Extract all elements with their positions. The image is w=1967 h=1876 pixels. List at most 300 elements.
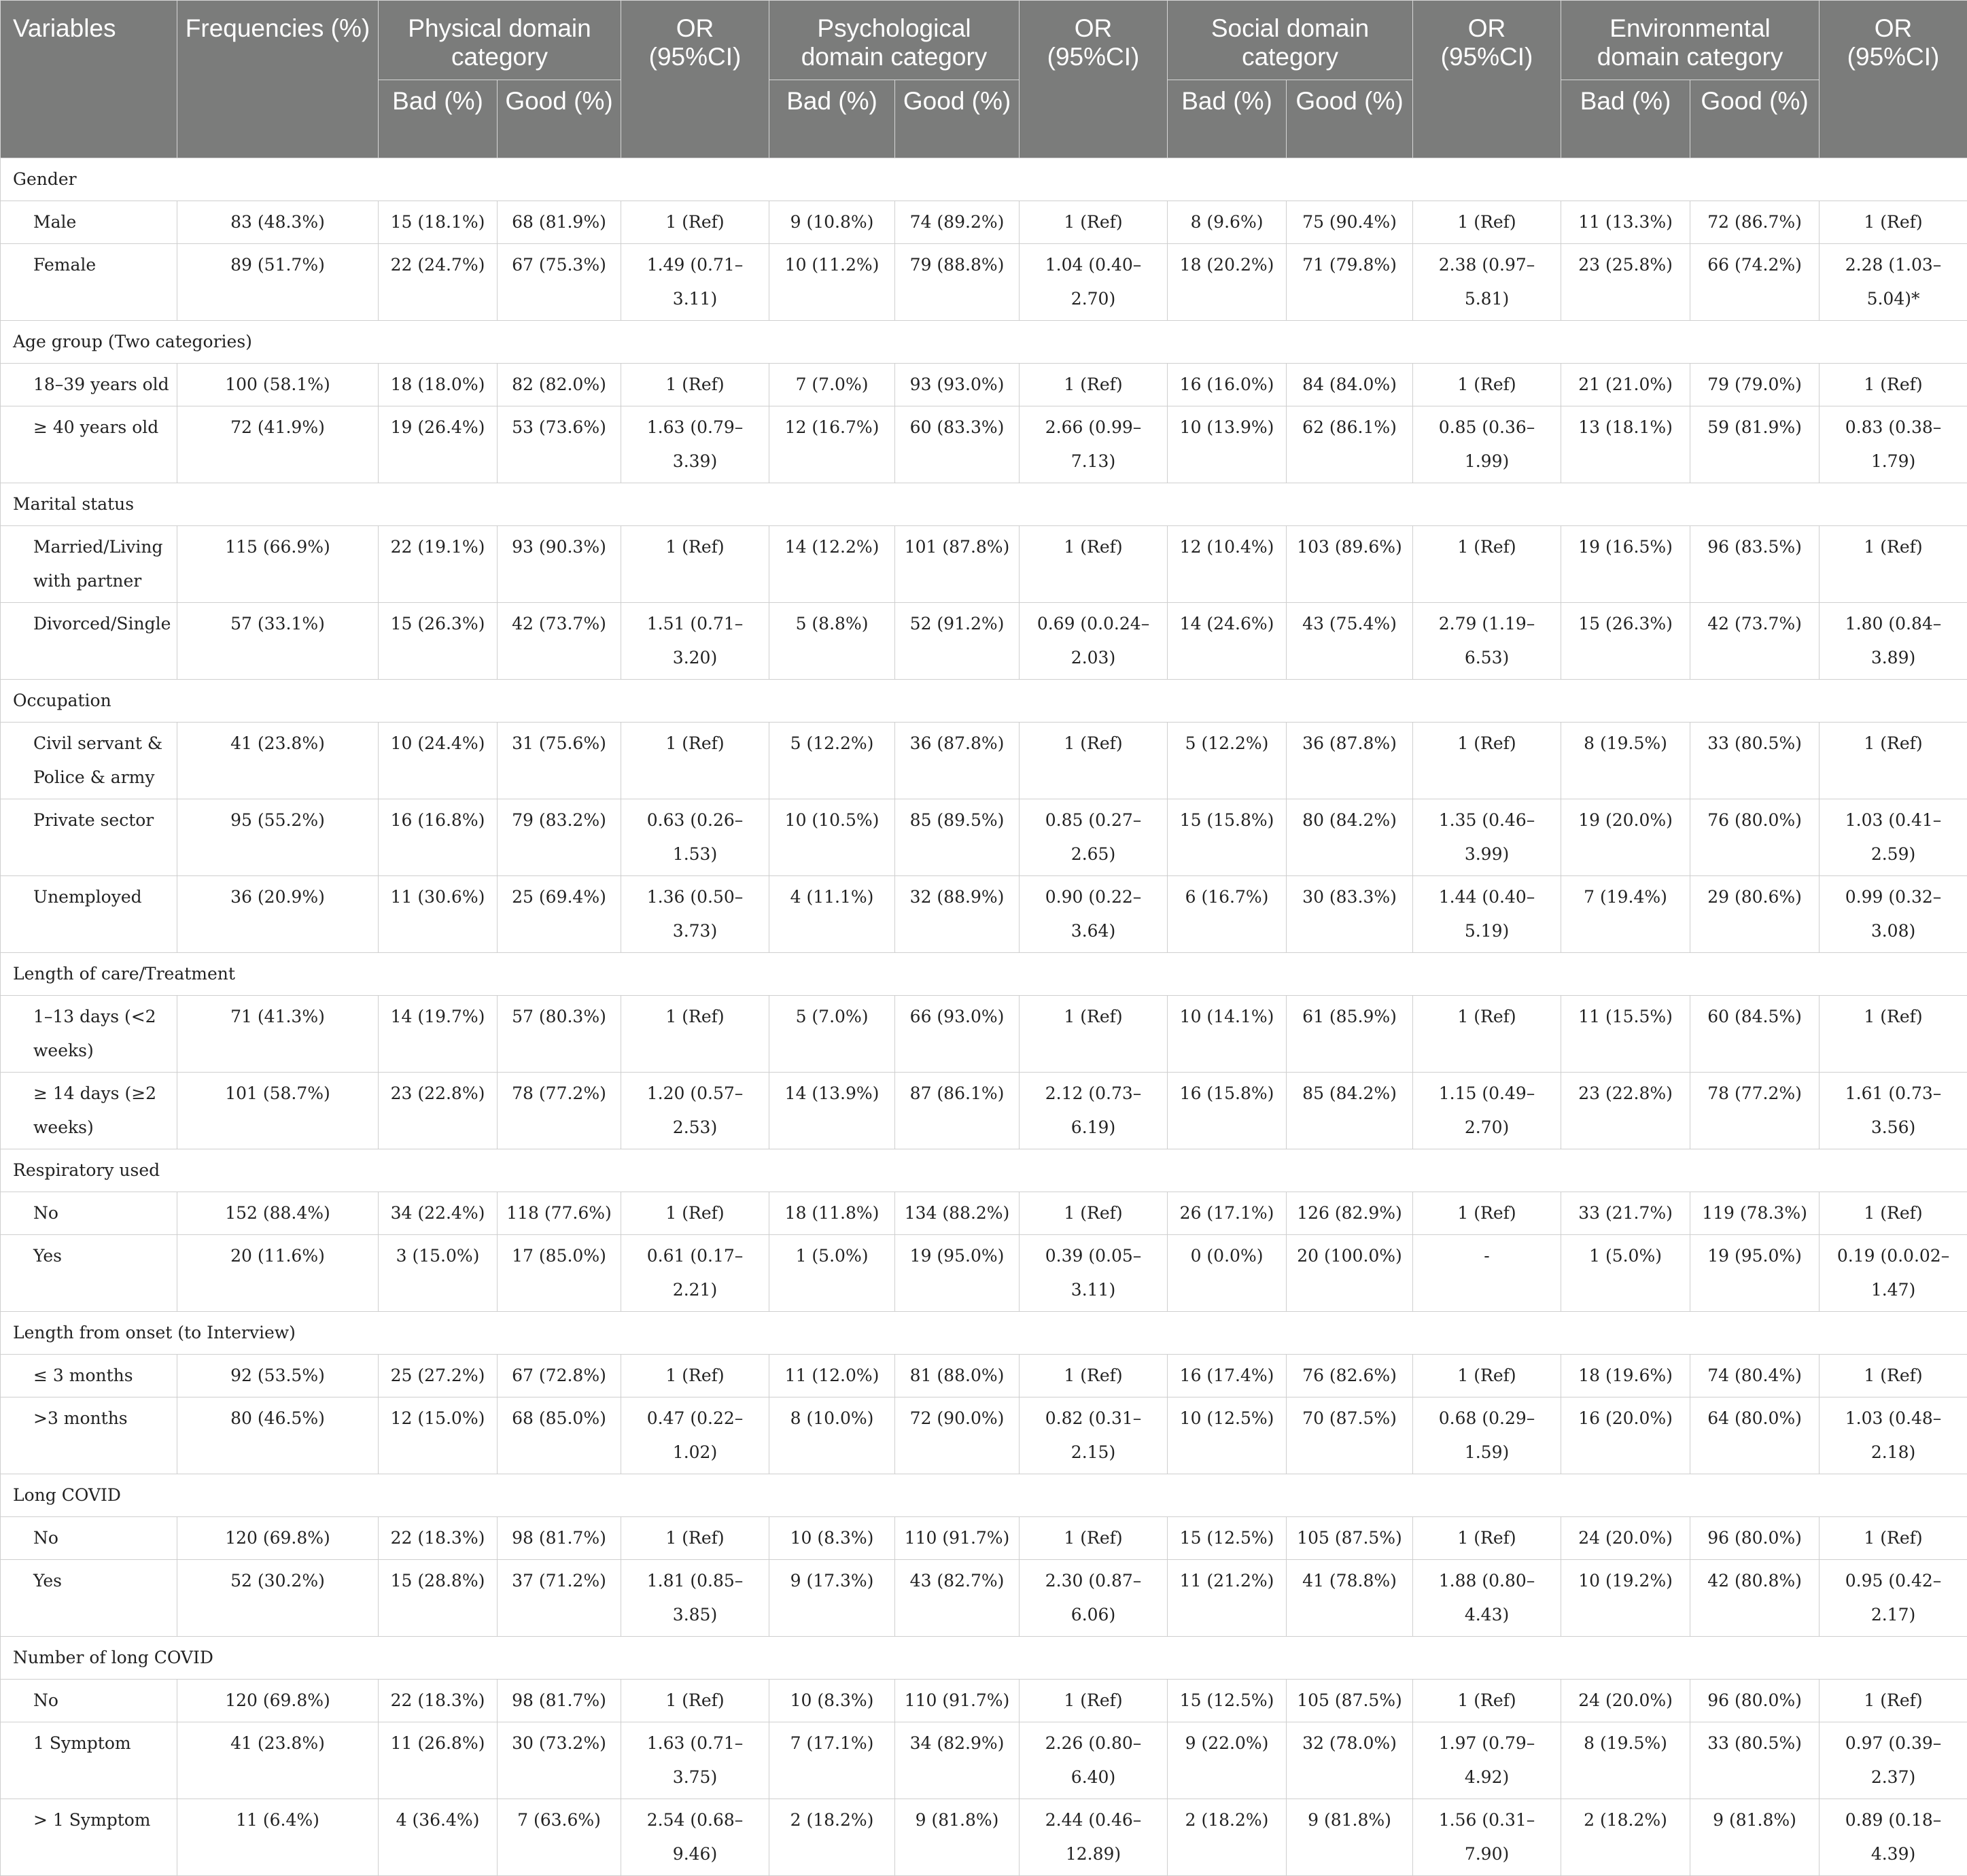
header-environmental-good: Good (%) — [1690, 80, 1820, 158]
group-header-row — [1, 483, 1967, 526]
group-title: Number of long COVID — [1, 1637, 1967, 1680]
group-title: Length of care/Treatment — [1, 953, 1967, 996]
social-good-cell: 126 (82.9%) — [1287, 1192, 1413, 1235]
row-label: 1 Symptom — [1, 1722, 177, 1799]
frequency-cell: 41 (23.8%) — [177, 723, 379, 799]
psychological-or-cell: 1 (Ref) — [1020, 1517, 1168, 1560]
psychological-good-cell: 34 (82.9%) — [895, 1722, 1020, 1799]
table-row — [1, 723, 1967, 799]
table-body — [1, 158, 1967, 1876]
psychological-good-cell: 134 (88.2%) — [895, 1192, 1020, 1235]
social-or-cell: 1.97 (0.79–4.92) — [1413, 1722, 1561, 1799]
social-good-cell: 41 (78.8%) — [1287, 1560, 1413, 1637]
table-row — [1, 364, 1967, 406]
environmental-good-cell: 33 (80.5%) — [1690, 1722, 1820, 1799]
social-good-cell: 85 (84.2%) — [1287, 1073, 1413, 1149]
social-good-cell: 76 (82.6%) — [1287, 1355, 1413, 1397]
frequency-cell: 83 (48.3%) — [177, 201, 379, 244]
social-or-cell: - — [1413, 1235, 1561, 1312]
psychological-good-cell: 9 (81.8%) — [895, 1799, 1020, 1876]
row-label: 1–13 days (<2 weeks) — [1, 996, 177, 1073]
group-header-row — [1, 680, 1967, 723]
physical-good-cell: 78 (77.2%) — [498, 1073, 621, 1149]
social-bad-cell: 16 (17.4%) — [1168, 1355, 1287, 1397]
environmental-good-cell: 96 (80.0%) — [1690, 1517, 1820, 1560]
frequency-cell: 57 (33.1%) — [177, 603, 379, 680]
row-label: ≥ 14 days (≥2 weeks) — [1, 1073, 177, 1149]
psychological-bad-cell: 9 (17.3%) — [769, 1560, 895, 1637]
physical-or-cell: 1 (Ref) — [621, 1517, 769, 1560]
psychological-bad-cell: 7 (7.0%) — [769, 364, 895, 406]
physical-or-cell: 1 (Ref) — [621, 364, 769, 406]
environmental-or-cell: 0.99 (0.32–3.08) — [1820, 876, 1967, 953]
physical-good-cell: 68 (85.0%) — [498, 1397, 621, 1474]
social-bad-cell: 8 (9.6%) — [1168, 201, 1287, 244]
environmental-bad-cell: 16 (20.0%) — [1561, 1397, 1690, 1474]
social-good-cell: 84 (84.0%) — [1287, 364, 1413, 406]
environmental-good-cell: 96 (83.5%) — [1690, 526, 1820, 603]
table-row — [1, 201, 1967, 244]
environmental-bad-cell: 19 (20.0%) — [1561, 799, 1690, 876]
frequency-cell: 52 (30.2%) — [177, 1560, 379, 1637]
psychological-good-cell: 85 (89.5%) — [895, 799, 1020, 876]
group-title: Respiratory used — [1, 1149, 1967, 1192]
row-label: ≥ 40 years old — [1, 406, 177, 483]
social-or-cell: 2.38 (0.97–5.81) — [1413, 244, 1561, 321]
environmental-bad-cell: 11 (15.5%) — [1561, 996, 1690, 1073]
physical-bad-cell: 11 (30.6%) — [379, 876, 498, 953]
social-bad-cell: 0 (0.0%) — [1168, 1235, 1287, 1312]
social-bad-cell: 16 (15.8%) — [1168, 1073, 1287, 1149]
header-psychological-good: Good (%) — [895, 80, 1020, 158]
physical-good-cell: 98 (81.7%) — [498, 1680, 621, 1722]
header-or-environmental: OR (95%CI) — [1820, 1, 1967, 158]
frequency-cell: 89 (51.7%) — [177, 244, 379, 321]
social-or-cell: 1 (Ref) — [1413, 201, 1561, 244]
physical-or-cell: 1.20 (0.57–2.53) — [621, 1073, 769, 1149]
social-or-cell: 2.79 (1.19–6.53) — [1413, 603, 1561, 680]
social-or-cell: 1.35 (0.46–3.99) — [1413, 799, 1561, 876]
environmental-bad-cell: 2 (18.2%) — [1561, 1799, 1690, 1876]
environmental-bad-cell: 11 (13.3%) — [1561, 201, 1690, 244]
table-row — [1, 526, 1967, 603]
physical-bad-cell: 22 (18.3%) — [379, 1680, 498, 1722]
physical-good-cell: 98 (81.7%) — [498, 1517, 621, 1560]
header-social-bad: Bad (%) — [1168, 80, 1287, 158]
environmental-good-cell: 64 (80.0%) — [1690, 1397, 1820, 1474]
environmental-good-cell: 60 (84.5%) — [1690, 996, 1820, 1073]
table-row — [1, 1073, 1967, 1149]
header-or-social: OR (95%CI) — [1413, 1, 1561, 158]
psychological-or-cell: 0.90 (0.22–3.64) — [1020, 876, 1168, 953]
physical-or-cell: 1.49 (0.71–3.11) — [621, 244, 769, 321]
environmental-bad-cell: 13 (18.1%) — [1561, 406, 1690, 483]
psychological-or-cell: 1 (Ref) — [1020, 201, 1168, 244]
physical-or-cell: 1 (Ref) — [621, 1192, 769, 1235]
table-row — [1, 1560, 1967, 1637]
psychological-bad-cell: 18 (11.8%) — [769, 1192, 895, 1235]
physical-or-cell: 2.54 (0.68–9.46) — [621, 1799, 769, 1876]
environmental-bad-cell: 1 (5.0%) — [1561, 1235, 1690, 1312]
environmental-or-cell: 1 (Ref) — [1820, 364, 1967, 406]
psychological-bad-cell: 10 (8.3%) — [769, 1517, 895, 1560]
physical-bad-cell: 11 (26.8%) — [379, 1722, 498, 1799]
social-or-cell: 1 (Ref) — [1413, 1355, 1561, 1397]
physical-or-cell: 1 (Ref) — [621, 526, 769, 603]
social-bad-cell: 26 (17.1%) — [1168, 1192, 1287, 1235]
environmental-good-cell: 119 (78.3%) — [1690, 1192, 1820, 1235]
table-row — [1, 603, 1967, 680]
frequency-cell: 120 (69.8%) — [177, 1680, 379, 1722]
group-header-row — [1, 321, 1967, 364]
environmental-or-cell: 0.89 (0.18–4.39) — [1820, 1799, 1967, 1876]
group-title: Gender — [1, 158, 1967, 201]
environmental-good-cell: 76 (80.0%) — [1690, 799, 1820, 876]
table-row — [1, 1355, 1967, 1397]
environmental-good-cell: 79 (79.0%) — [1690, 364, 1820, 406]
environmental-good-cell: 59 (81.9%) — [1690, 406, 1820, 483]
physical-or-cell: 1.81 (0.85–3.85) — [621, 1560, 769, 1637]
social-bad-cell: 2 (18.2%) — [1168, 1799, 1287, 1876]
psychological-good-cell: 81 (88.0%) — [895, 1355, 1020, 1397]
table-row — [1, 406, 1967, 483]
environmental-or-cell: 0.83 (0.38–1.79) — [1820, 406, 1967, 483]
psychological-bad-cell: 8 (10.0%) — [769, 1397, 895, 1474]
psychological-bad-cell: 5 (8.8%) — [769, 603, 895, 680]
physical-good-cell: 30 (73.2%) — [498, 1722, 621, 1799]
table-row — [1, 996, 1967, 1073]
physical-or-cell: 1.63 (0.79–3.39) — [621, 406, 769, 483]
group-title: Marital status — [1, 483, 1967, 526]
frequency-cell: 100 (58.1%) — [177, 364, 379, 406]
frequency-cell: 92 (53.5%) — [177, 1355, 379, 1397]
social-or-cell: 1 (Ref) — [1413, 364, 1561, 406]
social-bad-cell: 14 (24.6%) — [1168, 603, 1287, 680]
psychological-or-cell: 0.69 (0.0.24–2.03) — [1020, 603, 1168, 680]
social-or-cell: 1 (Ref) — [1413, 1680, 1561, 1722]
psychological-or-cell: 0.39 (0.05–3.11) — [1020, 1235, 1168, 1312]
social-or-cell: 1 (Ref) — [1413, 1192, 1561, 1235]
psychological-bad-cell: 5 (12.2%) — [769, 723, 895, 799]
psychological-good-cell: 66 (93.0%) — [895, 996, 1020, 1073]
social-bad-cell: 9 (22.0%) — [1168, 1722, 1287, 1799]
social-good-cell: 61 (85.9%) — [1287, 996, 1413, 1073]
environmental-or-cell: 1 (Ref) — [1820, 1680, 1967, 1722]
social-or-cell: 1.88 (0.80–4.43) — [1413, 1560, 1561, 1637]
environmental-bad-cell: 15 (26.3%) — [1561, 603, 1690, 680]
physical-bad-cell: 15 (28.8%) — [379, 1560, 498, 1637]
environmental-or-cell: 1.03 (0.41–2.59) — [1820, 799, 1967, 876]
social-or-cell: 1 (Ref) — [1413, 526, 1561, 603]
psychological-bad-cell: 7 (17.1%) — [769, 1722, 895, 1799]
header-environmental-domain: Environmental domain category — [1561, 1, 1820, 80]
social-or-cell: 1.15 (0.49–2.70) — [1413, 1073, 1561, 1149]
physical-or-cell: 0.47 (0.22–1.02) — [621, 1397, 769, 1474]
psychological-bad-cell: 10 (11.2%) — [769, 244, 895, 321]
social-bad-cell: 15 (12.5%) — [1168, 1680, 1287, 1722]
table-row — [1, 1722, 1967, 1799]
physical-good-cell: 57 (80.3%) — [498, 996, 621, 1073]
frequency-cell: 115 (66.9%) — [177, 526, 379, 603]
psychological-good-cell: 32 (88.9%) — [895, 876, 1020, 953]
psychological-good-cell: 36 (87.8%) — [895, 723, 1020, 799]
header-frequencies: Frequencies (%) — [177, 1, 379, 158]
psychological-good-cell: 60 (83.3%) — [895, 406, 1020, 483]
physical-bad-cell: 4 (36.4%) — [379, 1799, 498, 1876]
group-header-row — [1, 1149, 1967, 1192]
environmental-or-cell: 0.19 (0.0.02–1.47) — [1820, 1235, 1967, 1312]
psychological-good-cell: 19 (95.0%) — [895, 1235, 1020, 1312]
psychological-or-cell: 1 (Ref) — [1020, 996, 1168, 1073]
social-good-cell: 105 (87.5%) — [1287, 1680, 1413, 1722]
psychological-bad-cell: 14 (12.2%) — [769, 526, 895, 603]
environmental-or-cell: 1 (Ref) — [1820, 723, 1967, 799]
environmental-bad-cell: 23 (22.8%) — [1561, 1073, 1690, 1149]
social-bad-cell: 12 (10.4%) — [1168, 526, 1287, 603]
social-bad-cell: 16 (16.0%) — [1168, 364, 1287, 406]
environmental-or-cell: 1 (Ref) — [1820, 201, 1967, 244]
environmental-or-cell: 0.97 (0.39–2.37) — [1820, 1722, 1967, 1799]
group-title: Long COVID — [1, 1474, 1967, 1517]
physical-or-cell: 0.61 (0.17–2.21) — [621, 1235, 769, 1312]
environmental-or-cell: 1 (Ref) — [1820, 526, 1967, 603]
row-label: No — [1, 1680, 177, 1722]
social-or-cell: 1 (Ref) — [1413, 996, 1561, 1073]
frequency-cell: 101 (58.7%) — [177, 1073, 379, 1149]
social-bad-cell: 6 (16.7%) — [1168, 876, 1287, 953]
header-physical-good: Good (%) — [498, 80, 621, 158]
social-good-cell: 71 (79.8%) — [1287, 244, 1413, 321]
psychological-good-cell: 110 (91.7%) — [895, 1517, 1020, 1560]
social-good-cell: 105 (87.5%) — [1287, 1517, 1413, 1560]
environmental-bad-cell: 10 (19.2%) — [1561, 1560, 1690, 1637]
social-or-cell: 0.85 (0.36–1.99) — [1413, 406, 1561, 483]
row-label: 18–39 years old — [1, 364, 177, 406]
environmental-bad-cell: 23 (25.8%) — [1561, 244, 1690, 321]
table-row — [1, 1799, 1967, 1876]
environmental-bad-cell: 8 (19.5%) — [1561, 1722, 1690, 1799]
physical-good-cell: 118 (77.6%) — [498, 1192, 621, 1235]
environmental-bad-cell: 19 (16.5%) — [1561, 526, 1690, 603]
row-label: >3 months — [1, 1397, 177, 1474]
row-label: Unemployed — [1, 876, 177, 953]
frequency-cell: 80 (46.5%) — [177, 1397, 379, 1474]
frequency-cell: 11 (6.4%) — [177, 1799, 379, 1876]
frequency-cell: 71 (41.3%) — [177, 996, 379, 1073]
social-bad-cell: 10 (12.5%) — [1168, 1397, 1287, 1474]
environmental-bad-cell: 24 (20.0%) — [1561, 1517, 1690, 1560]
environmental-or-cell: 1.61 (0.73–3.56) — [1820, 1073, 1967, 1149]
header-or-psychological: OR (95%CI) — [1020, 1, 1168, 158]
psychological-or-cell: 2.30 (0.87–6.06) — [1020, 1560, 1168, 1637]
physical-bad-cell: 25 (27.2%) — [379, 1355, 498, 1397]
environmental-good-cell: 72 (86.7%) — [1690, 201, 1820, 244]
row-label: Female — [1, 244, 177, 321]
physical-bad-cell: 22 (19.1%) — [379, 526, 498, 603]
psychological-bad-cell: 9 (10.8%) — [769, 201, 895, 244]
physical-good-cell: 31 (75.6%) — [498, 723, 621, 799]
header-physical-bad: Bad (%) — [379, 80, 498, 158]
physical-bad-cell: 34 (22.4%) — [379, 1192, 498, 1235]
environmental-or-cell: 1.80 (0.84–3.89) — [1820, 603, 1967, 680]
physical-good-cell: 93 (90.3%) — [498, 526, 621, 603]
psychological-bad-cell: 14 (13.9%) — [769, 1073, 895, 1149]
psychological-good-cell: 74 (89.2%) — [895, 201, 1020, 244]
physical-good-cell: 7 (63.6%) — [498, 1799, 621, 1876]
social-bad-cell: 15 (15.8%) — [1168, 799, 1287, 876]
table-row — [1, 799, 1967, 876]
frequency-cell: 41 (23.8%) — [177, 1722, 379, 1799]
table-row — [1, 1517, 1967, 1560]
physical-good-cell: 67 (75.3%) — [498, 244, 621, 321]
psychological-or-cell: 2.66 (0.99–7.13) — [1020, 406, 1168, 483]
header-physical-domain: Physical domain category — [379, 1, 621, 80]
social-good-cell: 30 (83.3%) — [1287, 876, 1413, 953]
group-title: Length from onset (to Interview) — [1, 1312, 1967, 1355]
environmental-bad-cell: 7 (19.4%) — [1561, 876, 1690, 953]
physical-bad-cell: 22 (18.3%) — [379, 1517, 498, 1560]
social-bad-cell: 10 (13.9%) — [1168, 406, 1287, 483]
environmental-good-cell: 19 (95.0%) — [1690, 1235, 1820, 1312]
physical-bad-cell: 15 (18.1%) — [379, 201, 498, 244]
row-label: No — [1, 1192, 177, 1235]
environmental-or-cell: 2.28 (1.03–5.04)* — [1820, 244, 1967, 321]
physical-or-cell: 1.36 (0.50–3.73) — [621, 876, 769, 953]
physical-good-cell: 42 (73.7%) — [498, 603, 621, 680]
physical-good-cell: 79 (83.2%) — [498, 799, 621, 876]
row-label: Divorced/Single — [1, 603, 177, 680]
row-label: Yes — [1, 1235, 177, 1312]
psychological-good-cell: 79 (88.8%) — [895, 244, 1020, 321]
psychological-good-cell: 110 (91.7%) — [895, 1680, 1020, 1722]
social-good-cell: 43 (75.4%) — [1287, 603, 1413, 680]
physical-good-cell: 25 (69.4%) — [498, 876, 621, 953]
table-header — [1, 1, 1967, 158]
row-label: Married/Living with partner — [1, 526, 177, 603]
row-label: No — [1, 1517, 177, 1560]
environmental-good-cell: 9 (81.8%) — [1690, 1799, 1820, 1876]
environmental-bad-cell: 18 (19.6%) — [1561, 1355, 1690, 1397]
group-header-row — [1, 1312, 1967, 1355]
group-header-row — [1, 1637, 1967, 1680]
psychological-bad-cell: 12 (16.7%) — [769, 406, 895, 483]
physical-good-cell: 37 (71.2%) — [498, 1560, 621, 1637]
social-or-cell: 1 (Ref) — [1413, 1517, 1561, 1560]
physical-or-cell: 1.63 (0.71–3.75) — [621, 1722, 769, 1799]
psychological-or-cell: 1 (Ref) — [1020, 1192, 1168, 1235]
social-good-cell: 75 (90.4%) — [1287, 201, 1413, 244]
physical-or-cell: 1 (Ref) — [621, 723, 769, 799]
row-label: ≤ 3 months — [1, 1355, 177, 1397]
group-header-row — [1, 158, 1967, 201]
psychological-or-cell: 0.85 (0.27–2.65) — [1020, 799, 1168, 876]
social-bad-cell: 5 (12.2%) — [1168, 723, 1287, 799]
physical-good-cell: 67 (72.8%) — [498, 1355, 621, 1397]
psychological-bad-cell: 10 (8.3%) — [769, 1680, 895, 1722]
psychological-or-cell: 0.82 (0.31–2.15) — [1020, 1397, 1168, 1474]
psychological-bad-cell: 2 (18.2%) — [769, 1799, 895, 1876]
header-or-physical: OR (95%CI) — [621, 1, 769, 158]
social-good-cell: 62 (86.1%) — [1287, 406, 1413, 483]
environmental-or-cell: 1 (Ref) — [1820, 996, 1967, 1073]
social-bad-cell: 18 (20.2%) — [1168, 244, 1287, 321]
psychological-good-cell: 87 (86.1%) — [895, 1073, 1020, 1149]
group-title: Age group (Two categories) — [1, 321, 1967, 364]
table-row — [1, 876, 1967, 953]
group-header-row — [1, 953, 1967, 996]
psychological-bad-cell: 5 (7.0%) — [769, 996, 895, 1073]
social-bad-cell: 11 (21.2%) — [1168, 1560, 1287, 1637]
environmental-bad-cell: 24 (20.0%) — [1561, 1680, 1690, 1722]
social-good-cell: 80 (84.2%) — [1287, 799, 1413, 876]
row-label: Male — [1, 201, 177, 244]
psychological-or-cell: 1 (Ref) — [1020, 526, 1168, 603]
frequency-cell: 152 (88.4%) — [177, 1192, 379, 1235]
physical-bad-cell: 14 (19.7%) — [379, 996, 498, 1073]
environmental-or-cell: 1 (Ref) — [1820, 1192, 1967, 1235]
physical-bad-cell: 16 (16.8%) — [379, 799, 498, 876]
header-social-good: Good (%) — [1287, 80, 1413, 158]
physical-bad-cell: 18 (18.0%) — [379, 364, 498, 406]
social-good-cell: 103 (89.6%) — [1287, 526, 1413, 603]
social-bad-cell: 15 (12.5%) — [1168, 1517, 1287, 1560]
group-title: Occupation — [1, 680, 1967, 723]
social-or-cell: 1 (Ref) — [1413, 723, 1561, 799]
psychological-bad-cell: 11 (12.0%) — [769, 1355, 895, 1397]
environmental-good-cell: 42 (73.7%) — [1690, 603, 1820, 680]
table-row — [1, 244, 1967, 321]
table-row — [1, 1397, 1967, 1474]
social-good-cell: 20 (100.0%) — [1287, 1235, 1413, 1312]
environmental-bad-cell: 33 (21.7%) — [1561, 1192, 1690, 1235]
social-or-cell: 1.56 (0.31–7.90) — [1413, 1799, 1561, 1876]
physical-bad-cell: 12 (15.0%) — [379, 1397, 498, 1474]
header-social-domain: Social domain category — [1168, 1, 1413, 80]
physical-or-cell: 0.63 (0.26–1.53) — [621, 799, 769, 876]
psychological-or-cell: 2.12 (0.73–6.19) — [1020, 1073, 1168, 1149]
psychological-or-cell: 1 (Ref) — [1020, 364, 1168, 406]
psychological-or-cell: 1 (Ref) — [1020, 1680, 1168, 1722]
row-label: Private sector — [1, 799, 177, 876]
physical-or-cell: 1 (Ref) — [621, 201, 769, 244]
social-good-cell: 70 (87.5%) — [1287, 1397, 1413, 1474]
environmental-good-cell: 33 (80.5%) — [1690, 723, 1820, 799]
environmental-or-cell: 1 (Ref) — [1820, 1355, 1967, 1397]
physical-or-cell: 1 (Ref) — [621, 996, 769, 1073]
frequency-cell: 95 (55.2%) — [177, 799, 379, 876]
table-row — [1, 1192, 1967, 1235]
physical-good-cell: 17 (85.0%) — [498, 1235, 621, 1312]
physical-good-cell: 68 (81.9%) — [498, 201, 621, 244]
header-variables: Variables — [1, 1, 177, 158]
header-psychological-domain: Psychological domain category — [769, 1, 1020, 80]
physical-or-cell: 1 (Ref) — [621, 1680, 769, 1722]
psychological-good-cell: 43 (82.7%) — [895, 1560, 1020, 1637]
frequency-cell: 20 (11.6%) — [177, 1235, 379, 1312]
psychological-or-cell: 2.44 (0.46–12.89) — [1020, 1799, 1168, 1876]
header-environmental-bad: Bad (%) — [1561, 80, 1690, 158]
environmental-good-cell: 42 (80.8%) — [1690, 1560, 1820, 1637]
physical-bad-cell: 10 (24.4%) — [379, 723, 498, 799]
group-header-row — [1, 1474, 1967, 1517]
frequency-cell: 120 (69.8%) — [177, 1517, 379, 1560]
psychological-bad-cell: 4 (11.1%) — [769, 876, 895, 953]
social-good-cell: 36 (87.8%) — [1287, 723, 1413, 799]
psychological-bad-cell: 10 (10.5%) — [769, 799, 895, 876]
psychological-good-cell: 93 (93.0%) — [895, 364, 1020, 406]
header-psychological-bad: Bad (%) — [769, 80, 895, 158]
physical-or-cell: 1 (Ref) — [621, 1355, 769, 1397]
